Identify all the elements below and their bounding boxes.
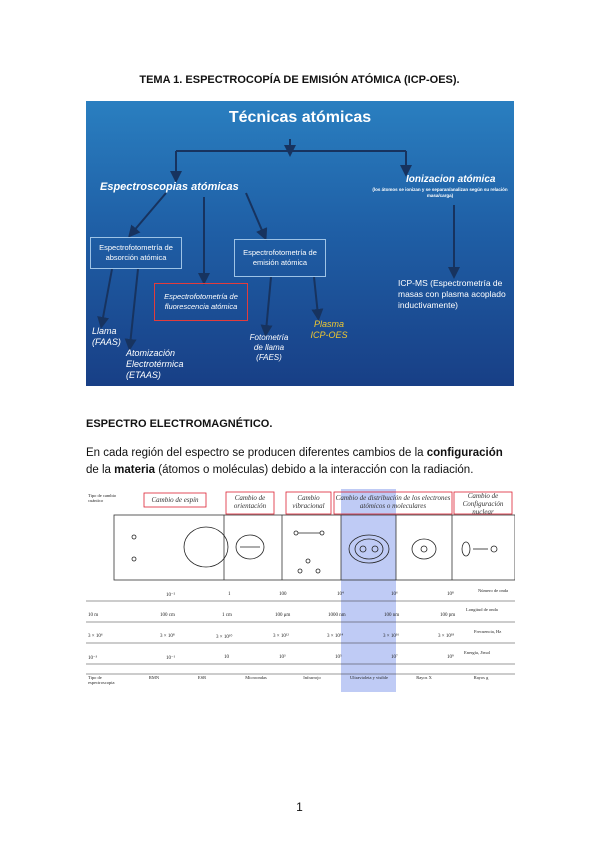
numero-onda-5: 10⁶ bbox=[391, 592, 398, 597]
energia-label: Energía, J/mol bbox=[464, 650, 491, 655]
para-text-3: (átomos o moléculas) debido a la interacción con la radiación. bbox=[155, 464, 474, 476]
region-infrarrojo: Infrarrojo bbox=[303, 675, 321, 680]
atomizacion-label: Atomización Electrotérmica (ETAAS) bbox=[126, 348, 184, 380]
frecuencia-4: 3 × 10¹² bbox=[273, 634, 289, 639]
fluorescencia-box: Espectrofotometría de fluorescencia atómica bbox=[154, 283, 248, 321]
icpms-label: ICP-MS (Espectrometría de masas con plasma acoplado inductivamente) bbox=[398, 278, 506, 310]
frecuencia-2: 3 × 10⁸ bbox=[160, 634, 175, 639]
emision-box: Espectrofotometría de emisión atómica bbox=[234, 239, 326, 277]
frecuencia-7: 3 × 10¹⁸ bbox=[438, 634, 455, 639]
absorcion-box: Espectrofotometría de absorción atómica bbox=[90, 237, 182, 269]
longitud-onda-5: 1000 nm bbox=[328, 613, 346, 618]
longitud-onda-4: 100 μm bbox=[275, 613, 291, 618]
frecuencia-5: 3 × 10¹⁴ bbox=[327, 634, 344, 639]
energia-7: 10⁹ bbox=[447, 655, 454, 660]
page-number: 1 bbox=[296, 800, 303, 814]
numero-onda-2: 1 bbox=[228, 592, 231, 597]
ionizacion-note: (los átomos se ionizan y se separan/analizan según su relación masa/carga) bbox=[372, 187, 508, 198]
energia-2: 10⁻¹ bbox=[166, 656, 176, 661]
electromagnetic-spectrum-figure bbox=[86, 489, 515, 692]
longitud-onda-7: 100 pm bbox=[440, 613, 456, 618]
frecuencia-1: 3 × 10⁶ bbox=[88, 634, 103, 639]
para-bold-configuracion: configuración bbox=[426, 447, 503, 459]
region-rayos-x: Rayos X bbox=[416, 675, 432, 680]
numero-onda-label: Número de onda bbox=[478, 588, 508, 593]
longitud-onda-label: Longitud de onda bbox=[466, 607, 498, 612]
numero-onda-1: 10⁻² bbox=[166, 593, 176, 598]
frecuencia-6: 3 × 10¹⁶ bbox=[383, 634, 400, 639]
ionizacion-label: Ionizacion atómica bbox=[406, 174, 496, 185]
header-vibracional: Cambio vibracional bbox=[292, 494, 325, 510]
header-electrones: Cambio de distribución de los electrones atómicos o moleculares bbox=[335, 494, 451, 510]
numero-onda-3: 100 bbox=[279, 592, 287, 597]
fotometria-label: Fotometría de llama (FAES) bbox=[249, 333, 289, 362]
header-espin: Cambio de espín bbox=[151, 496, 199, 504]
energia-6: 10⁷ bbox=[391, 655, 398, 660]
plasma-label: Plasma ICP-OES bbox=[310, 319, 348, 340]
tipo-cambio-label: Tipo de cambio cuántico bbox=[88, 493, 117, 503]
numero-onda-4: 10⁴ bbox=[337, 592, 344, 597]
longitud-onda-3: 1 cm bbox=[222, 613, 232, 618]
document-title: TEMA 1. ESPECTROCOPÍA DE EMISIÓN ATÓMICA (ICP-OES). bbox=[139, 74, 460, 86]
header-orientacion: Cambio de orientación bbox=[233, 494, 267, 510]
region-esr: ESR bbox=[197, 675, 207, 680]
frecuencia-label: Frecuencia, Hz bbox=[474, 629, 502, 634]
frecuencia-3: 3 × 10¹⁰ bbox=[216, 635, 233, 640]
longitud-onda-1: 10 m bbox=[88, 613, 99, 618]
espectroscopias-label: Espectroscopias atómicas bbox=[100, 181, 239, 193]
para-bold-materia: materia bbox=[114, 464, 156, 476]
tecnicas-atomicas-diagram bbox=[86, 101, 514, 386]
region-rayos-g: Rayos g bbox=[473, 675, 489, 680]
para-text-2: de la bbox=[86, 464, 115, 476]
spectrum-drawing bbox=[86, 489, 515, 692]
region-rmn: RMN bbox=[148, 675, 160, 680]
section-heading: ESPECTRO ELECTROMAGNÉTICO. bbox=[86, 418, 273, 430]
energia-5: 10⁵ bbox=[335, 655, 342, 660]
longitud-onda-2: 100 cm bbox=[160, 613, 175, 618]
tipo-espectroscopia-label: Tipo de espectroscopia bbox=[88, 675, 115, 685]
numero-onda-6: 10⁸ bbox=[447, 592, 454, 597]
energia-4: 10³ bbox=[279, 655, 286, 660]
energia-1: 10⁻³ bbox=[88, 656, 98, 661]
region-uv-visible: Ultravioleta y visible bbox=[350, 675, 388, 680]
header-nuclear: Cambio de Configuración nuclear bbox=[462, 492, 504, 516]
energia-3: 10 bbox=[224, 655, 229, 660]
intro-paragraph bbox=[86, 445, 516, 479]
region-microondas: Microondas bbox=[245, 675, 267, 680]
slide-title: Técnicas atómicas bbox=[228, 109, 372, 126]
para-text-1: En cada región del espectro se producen diferentes cambios de la bbox=[86, 447, 427, 459]
llama-label: Llama (FAAS) bbox=[92, 326, 121, 347]
longitud-onda-6: 100 nm bbox=[384, 613, 400, 618]
